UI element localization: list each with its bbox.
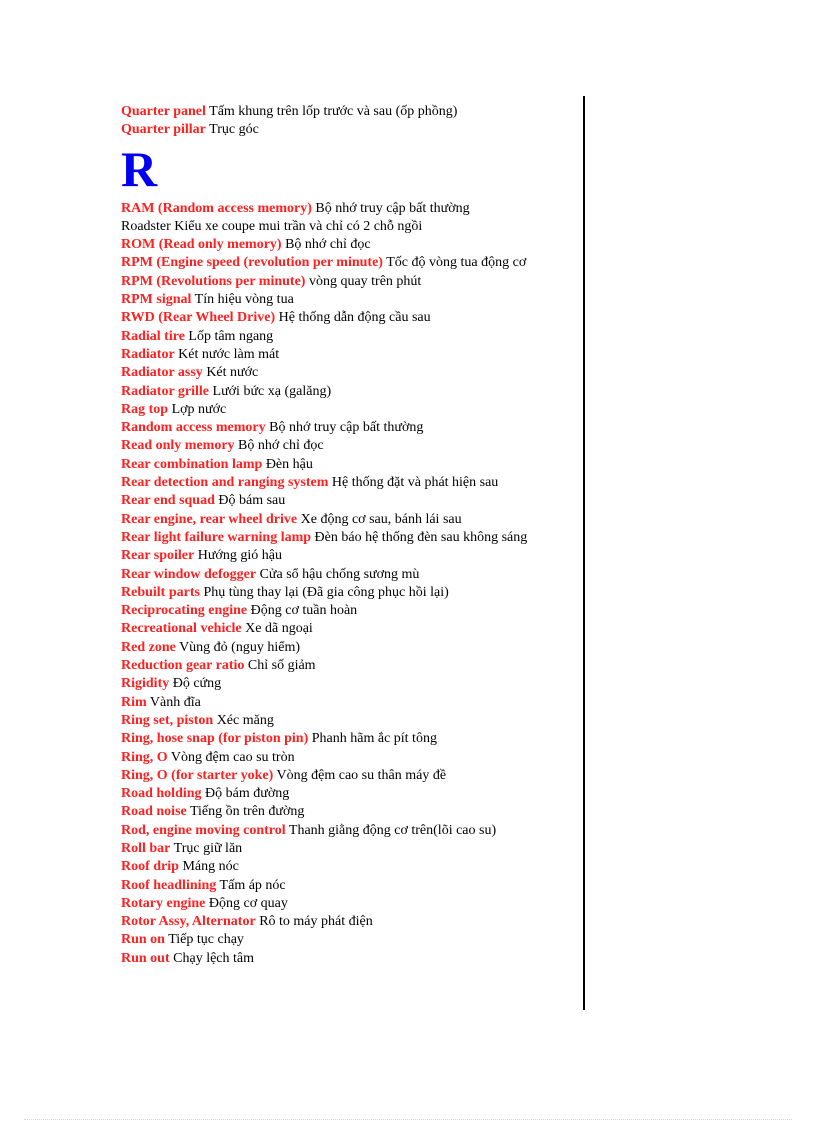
entry-term: RWD (Rear Wheel Drive) xyxy=(121,310,276,326)
entry-definition: Vòng đệm cao su thân máy đề xyxy=(273,767,447,783)
glossary-entry xyxy=(121,511,581,529)
entry-term: Road holding xyxy=(121,786,202,802)
glossary-entry xyxy=(121,291,581,309)
entry-definition: Trục giữ lăn xyxy=(170,840,243,856)
entry-definition: Tín hiệu vòng tua xyxy=(191,292,294,308)
entry-term: Radiator xyxy=(121,346,175,362)
glossary-entry xyxy=(121,566,581,584)
entry-term: Read only memory xyxy=(121,438,235,454)
entry-definition: Két nước làm mát xyxy=(174,346,280,362)
glossary-entry xyxy=(121,236,581,254)
entry-term: Rear window defogger xyxy=(121,566,257,582)
glossary-entry xyxy=(121,529,581,547)
top-entries xyxy=(121,103,581,140)
glossary-entry xyxy=(121,346,581,364)
entry-definition: Kiểu xe coupe mui trần và chỉ có 2 chỗ ngồi xyxy=(170,218,423,234)
glossary-entry xyxy=(121,620,581,638)
entry-term: Ring, O xyxy=(121,749,168,765)
entry-term: Roll bar xyxy=(121,840,171,856)
entry-term: Rear light failure warning lamp xyxy=(121,529,312,545)
entry-term: RPM signal xyxy=(121,292,192,308)
entry-definition: Tốc độ vòng tua động cơ xyxy=(382,255,527,271)
glossary-entry xyxy=(121,931,581,949)
entry-term: Radiator assy xyxy=(121,365,203,381)
glossary-entry xyxy=(121,822,581,840)
glossary-entry xyxy=(121,328,581,346)
glossary-entry xyxy=(121,950,581,968)
section-letter-heading: R xyxy=(121,140,158,197)
glossary-entry xyxy=(121,657,581,675)
entry-definition: Xe động cơ sau, bánh lái sau xyxy=(297,511,462,527)
entry-definition: Máng nóc xyxy=(178,859,239,875)
entry-term: Rear spoiler xyxy=(121,548,195,564)
glossary-entry xyxy=(121,273,581,291)
entry-definition: Độ bám đường xyxy=(201,786,290,802)
entry-term: Radiator grille xyxy=(121,383,210,399)
entry-definition: vòng quay trên phút xyxy=(305,273,422,289)
entry-definition: Lợp nước xyxy=(168,401,227,417)
entry-term: Reduction gear ratio xyxy=(121,658,245,674)
entry-definition: Chỉ số giảm xyxy=(244,658,316,674)
entry-term: Ring, O (for starter yoke) xyxy=(121,767,274,783)
glossary-entry xyxy=(121,858,581,876)
glossary-entry xyxy=(121,456,581,474)
entry-term: RAM (Random access memory) xyxy=(121,200,312,216)
entry-definition: Hướng gió hậu xyxy=(194,548,282,564)
entry-definition: Xéc măng xyxy=(213,712,274,728)
entry-term: Road noise xyxy=(121,804,187,820)
entry-term: Quarter panel xyxy=(121,104,206,119)
glossary-entry xyxy=(121,419,581,437)
entry-definition: Két nước xyxy=(202,365,259,381)
entry-term: Ring, hose snap (for piston pin) xyxy=(121,731,309,747)
entry-term: Rear detection and ranging system xyxy=(121,475,329,491)
glossary-entry xyxy=(121,547,581,565)
glossary-entry xyxy=(121,694,581,712)
entry-definition: Bộ nhớ truy cập bất thường xyxy=(311,200,470,216)
entry-definition: Trục góc xyxy=(205,122,259,138)
entry-definition: Tấm áp nóc xyxy=(216,877,286,893)
entry-term: Rebuilt parts xyxy=(121,584,200,600)
glossary-entry xyxy=(121,602,581,620)
entry-term: Red zone xyxy=(121,639,176,655)
glossary-entry xyxy=(121,309,581,327)
entry-term: Rim xyxy=(121,694,147,710)
page-bottom-border xyxy=(24,1119,792,1120)
entry-definition: Bộ nhớ truy cập bất thường xyxy=(265,420,424,436)
glossary-entry xyxy=(121,712,581,730)
entry-definition: Cửa sổ hậu chống sương mù xyxy=(256,566,420,582)
entry-term: Roadster xyxy=(121,218,171,234)
entry-definition: Xe dã ngoại xyxy=(241,621,313,637)
entry-definition: Độ bám sau xyxy=(214,493,286,509)
entry-term: Rigidity xyxy=(121,676,170,692)
glossary-entry xyxy=(121,895,581,913)
glossary-entry xyxy=(121,474,581,492)
entry-term: Radial tire xyxy=(121,328,185,344)
entry-definition: Bộ nhớ chỉ đọc xyxy=(281,237,371,253)
entry-definition: Động cơ tuần hoàn xyxy=(247,603,358,619)
entry-term: Run on xyxy=(121,932,165,948)
entry-term: Rotor Assy, Alternator xyxy=(121,914,256,930)
entry-definition: Tấm khung trên lốp trước và sau (ốp phồng) xyxy=(205,104,458,119)
entry-term: Rag top xyxy=(121,401,169,417)
entry-definition: Tiếng ồn trên đường xyxy=(186,804,305,820)
entry-term: Rear end squad xyxy=(121,493,215,509)
entry-term: RPM (Engine speed (revolution per minute) xyxy=(121,255,383,271)
entry-definition: Phụ tùng thay lại (Đã gia công phục hồi lại) xyxy=(199,584,449,600)
entry-definition: Hệ thống dẫn động cầu sau xyxy=(275,310,431,326)
glossary-entry xyxy=(121,639,581,657)
entry-definition: Vùng đỏ (nguy hiểm) xyxy=(175,639,301,655)
glossary-entry xyxy=(121,913,581,931)
entry-definition: Đèn hậu xyxy=(262,456,313,472)
glossary-entry xyxy=(121,437,581,455)
entry-term: Quarter pillar xyxy=(121,122,206,138)
glossary-entry xyxy=(121,877,581,895)
entry-definition: Hệ thống đặt và phát hiện sau xyxy=(328,475,499,491)
glossary-entry xyxy=(121,364,581,382)
entry-term: Rod, engine moving control xyxy=(121,822,286,838)
glossary-entry xyxy=(121,675,581,693)
glossary-entry xyxy=(121,803,581,821)
glossary-entry xyxy=(121,200,581,218)
entry-definition: Động cơ quay xyxy=(205,895,288,911)
entry-definition: Vòng đệm cao su tròn xyxy=(167,749,295,765)
glossary-entry xyxy=(121,584,581,602)
entry-definition: Đèn báo hệ thống đèn sau không sáng xyxy=(311,529,528,545)
entry-definition: Phanh hãm ắc pít tông xyxy=(308,731,437,747)
glossary-entry xyxy=(121,103,581,121)
entry-definition: Thanh giằng động cơ trên(lõi cao su) xyxy=(285,822,497,838)
entry-term: Random access memory xyxy=(121,420,266,436)
entry-term: Roof drip xyxy=(121,859,179,875)
entry-definition: Chạy lệch tâm xyxy=(169,950,255,966)
glossary-entry xyxy=(121,218,581,236)
entry-term: Recreational vehicle xyxy=(121,621,242,637)
entry-term: Rotary engine xyxy=(121,895,206,911)
entry-term: Reciprocating engine xyxy=(121,603,248,619)
entry-definition: Tiếp tục chạy xyxy=(164,932,244,948)
glossary-entry xyxy=(121,785,581,803)
entry-term: Rear combination lamp xyxy=(121,456,263,472)
glossary-entry xyxy=(121,121,581,139)
entry-term: Rear engine, rear wheel drive xyxy=(121,511,298,527)
glossary-entry xyxy=(121,401,581,419)
entry-definition: Rô to máy phát điện xyxy=(255,914,373,930)
entry-list xyxy=(121,200,581,968)
entry-definition: Vành đĩa xyxy=(146,694,201,710)
glossary-entry xyxy=(121,767,581,785)
glossary-entry xyxy=(121,383,581,401)
entry-definition: Bộ nhớ chỉ đọc xyxy=(234,438,324,454)
entry-definition: Lưới bức xạ (galăng) xyxy=(209,383,332,399)
glossary-content xyxy=(121,103,581,968)
entry-term: Run out xyxy=(121,950,170,966)
glossary-entry xyxy=(121,749,581,767)
entry-term: RPM (Revolutions per minute) xyxy=(121,273,306,289)
vertical-rule xyxy=(583,96,585,1010)
glossary-entry xyxy=(121,840,581,858)
entry-term: ROM (Read only memory) xyxy=(121,237,282,253)
entry-definition: Lốp tâm ngang xyxy=(184,328,274,344)
entry-definition: Độ cứng xyxy=(169,676,222,692)
glossary-entry xyxy=(121,730,581,748)
entry-term: Ring set, piston xyxy=(121,712,214,728)
entry-term: Roof headlining xyxy=(121,877,217,893)
glossary-entry xyxy=(121,492,581,510)
glossary-entry xyxy=(121,254,581,272)
